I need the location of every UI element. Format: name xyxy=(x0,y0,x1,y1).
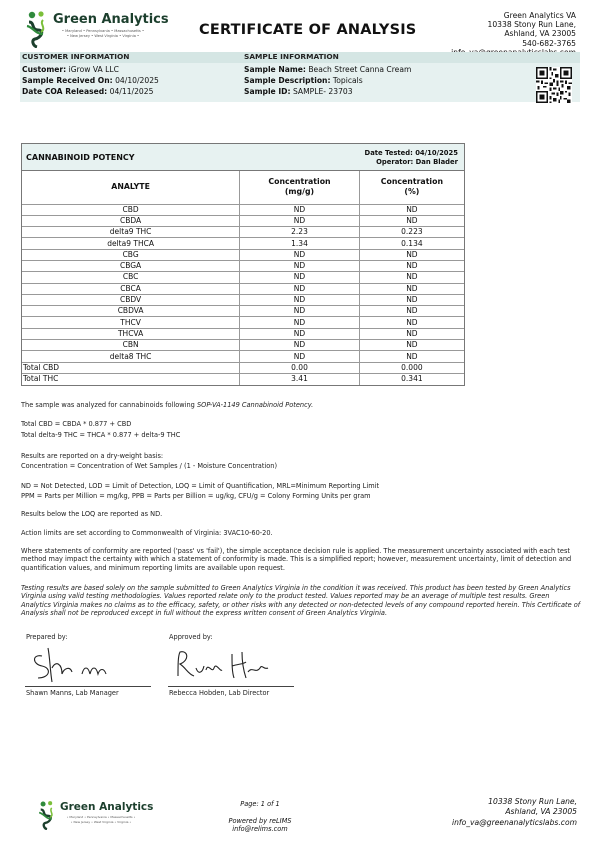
table-row xyxy=(22,306,464,317)
concentration-mg-g-cell: ND xyxy=(240,294,360,305)
powered-by: Powered by reLIMS info@relims.com xyxy=(228,816,292,833)
table-row xyxy=(22,317,464,328)
customer-row xyxy=(22,65,119,74)
table-header-row xyxy=(22,171,464,204)
table-row xyxy=(22,249,464,260)
analyte-cell: CBCA xyxy=(22,283,240,294)
released-label: Date COA Released: xyxy=(22,87,108,96)
footer-address-line: 10338 Stony Run Lane, xyxy=(488,797,577,806)
concentration-formula: Concentration = Concentration of Wet Samples / (1 - Moisture Concentration) xyxy=(21,462,278,470)
concentration-percent-cell: ND xyxy=(359,272,464,283)
potency-grid xyxy=(22,171,464,385)
footer-address xyxy=(452,797,577,828)
concentration-mg-g-cell: 2.23 xyxy=(240,227,360,238)
prepared-by-name: Shawn Manns, Lab Manager xyxy=(26,689,119,697)
potency-title: CANNABINOID POTENCY xyxy=(26,153,135,162)
concentration-percent-cell: ND xyxy=(359,260,464,271)
potency-meta xyxy=(365,149,458,167)
concentration-mg-g-cell: ND xyxy=(240,215,360,226)
sample-info-heading: SAMPLE INFORMATION xyxy=(244,52,339,61)
concentration-mg-g-cell: 0.00 xyxy=(240,362,360,373)
column-header-analyte: ANALYTE xyxy=(22,171,240,204)
footer-logo xyxy=(36,800,154,832)
approved-by-name: Rebecca Hobden, Lab Director xyxy=(169,689,270,697)
concentration-percent-cell: 0.341 xyxy=(359,373,464,384)
concentration-percent-cell: 0.134 xyxy=(359,238,464,249)
sample-id-row xyxy=(244,87,353,96)
approved-signature-line xyxy=(168,686,294,687)
analyte-cell: CBN xyxy=(22,340,240,351)
analyte-cell: THCVA xyxy=(22,328,240,339)
prepared-signature-line xyxy=(25,686,151,687)
conformity-note: Where statements of conformity are reported ('pass' vs 'fail'), the simple acceptance decision rule is applied. The measurement uncertainty associated with each test method may impact the certainty with which a statement of conformity is made. This is a simplified report; however, measurement uncertainty, limit of detection and quantification values, and minimum reporting limits are available upon request. xyxy=(21,547,572,572)
concentration-mg-g-cell: ND xyxy=(240,272,360,283)
potency-body xyxy=(22,204,464,385)
table-row xyxy=(22,272,464,283)
received-row xyxy=(22,76,159,85)
footer-logo-name: Green Analytics xyxy=(60,801,154,813)
sample-id-label: Sample ID: xyxy=(244,87,291,96)
footer-address-line: Ashland, VA 23005 xyxy=(505,807,577,817)
concentration-percent-cell: ND xyxy=(359,306,464,317)
abbreviations-2: PPM = Parts per Million = mg/kg, PPB = Parts per Billion = ug/kg, CFU/g = Colony Forming Units per gram xyxy=(21,492,371,500)
logo-mark-icon xyxy=(36,800,58,830)
qr-code-icon[interactable] xyxy=(536,67,572,103)
concentration-mg-g-cell: 3.41 xyxy=(240,373,360,384)
concentration-percent-cell: ND xyxy=(359,340,464,351)
document-title: CERTIFICATE OF ANALYSIS xyxy=(199,22,417,38)
prepared-by-label: Prepared by: xyxy=(26,633,68,641)
footer-email: info_va@greenanalyticslabs.com xyxy=(452,817,577,827)
concentration-mg-g-cell: ND xyxy=(240,351,360,362)
received-label: Sample Received On: xyxy=(22,76,113,85)
potency-title-row xyxy=(22,144,464,171)
operator: Operator: Dan Blader xyxy=(376,158,458,166)
sample-desc-label: Sample Description: xyxy=(244,76,331,85)
concentration-mg-g-cell: ND xyxy=(240,306,360,317)
concentration-percent-cell: 0.223 xyxy=(359,227,464,238)
concentration-percent-cell: ND xyxy=(359,328,464,339)
table-row xyxy=(22,238,464,249)
concentration-mg-g-cell: ND xyxy=(240,204,360,215)
table-row xyxy=(22,260,464,271)
column-header-percent: Concentration (%) xyxy=(359,171,464,204)
action-limits-note: Action limits are set according to Commonwealth of Virginia: 3VAC10-60-20. xyxy=(21,529,273,537)
disclaimer: Testing results are based solely on the sample submitted to Green Analytics Virginia in the condition it was received. This product has been tested by Green Analytics Virginia using valid testing methodologies. Values reported relate only to the product tested. Values reported may be an average of multiple test results. Green Analytics Virginia makes no claims as to the efficacy, safety, or other risks with any detected or non-detected levels of any compound reported herein. This Certificate of Analysis shall not be reproduced except in full without the express written consent of Green Analytics Virginia. xyxy=(21,584,581,618)
analyte-cell: CBC xyxy=(22,272,240,283)
concentration-percent-cell: 0.000 xyxy=(359,362,464,373)
sample-desc-row xyxy=(244,76,363,85)
dry-weight-note: Results are reported on a dry-weight basis: xyxy=(21,452,164,460)
concentration-mg-g-cell: ND xyxy=(240,340,360,351)
lab-address-line: Ashland, VA 23005 xyxy=(504,29,576,39)
analyte-cell: CBG xyxy=(22,249,240,260)
table-row xyxy=(22,215,464,226)
lab-phone: 540-682-3765 xyxy=(522,38,576,48)
total-row xyxy=(22,362,464,373)
sample-id-value: SAMPLE- 23703 xyxy=(292,87,353,96)
analyte-cell: THCV xyxy=(22,317,240,328)
logo-states: • Maryland • Pennsylvania • Massachusetts • • New Jersey • West Virginia • Virginia • xyxy=(61,29,145,38)
concentration-percent-cell: ND xyxy=(359,204,464,215)
concentration-mg-g-cell: ND xyxy=(240,328,360,339)
concentration-mg-g-cell: ND xyxy=(240,260,360,271)
concentration-percent-cell: ND xyxy=(359,351,464,362)
lab-address xyxy=(451,11,576,57)
sample-name-value: Beach Street Canna Cream xyxy=(308,65,412,74)
analyte-cell: delta8 THC xyxy=(22,351,240,362)
logo-mark-icon xyxy=(23,10,51,48)
total-cbd-formula: Total CBD = CBDA * 0.877 + CBD xyxy=(21,420,132,428)
sample-name-row xyxy=(244,65,411,74)
customer-info-heading: CUSTOMER INFORMATION xyxy=(22,52,130,61)
abbreviations-1: ND = Not Detected, LOD = Limit of Detection, LOQ = Limit of Quantification, MRL=Minimum Reporting Limit xyxy=(21,482,380,490)
footer-logo-states: • Maryland • Pennsylvania • Massachusetts • • New Jersey • West Virginia • Virginia • xyxy=(66,815,136,824)
sample-name-label: Sample Name: xyxy=(244,65,306,74)
table-row xyxy=(22,227,464,238)
date-tested: Date Tested: 04/10/2025 xyxy=(364,149,458,157)
analyte-cell: CBDA xyxy=(22,215,240,226)
concentration-mg-g-cell: 1.34 xyxy=(240,238,360,249)
received-value: 04/10/2025 xyxy=(115,76,159,85)
prepared-signature xyxy=(28,644,128,684)
customer-value: iGrow VA LLC xyxy=(68,65,119,74)
cannabinoid-potency-table xyxy=(21,143,465,386)
concentration-mg-g-cell: ND xyxy=(240,283,360,294)
logo-name: Green Analytics xyxy=(53,12,169,27)
lab-address-line: 10338 Stony Run Lane, xyxy=(487,20,576,30)
analyte-cell: delta9 THCA xyxy=(22,238,240,249)
analyte-cell: CBDVA xyxy=(22,306,240,317)
table-row xyxy=(22,283,464,294)
concentration-percent-cell: ND xyxy=(359,283,464,294)
concentration-mg-g-cell: ND xyxy=(240,249,360,260)
analyte-cell: CBD xyxy=(22,204,240,215)
table-row xyxy=(22,204,464,215)
analyte-cell: CBDV xyxy=(22,294,240,305)
released-value: 04/11/2025 xyxy=(109,87,154,96)
customer-label: Customer: xyxy=(22,65,67,74)
approved-by-label: Approved by: xyxy=(169,633,213,641)
analyte-cell: Total CBD xyxy=(22,362,240,373)
total-thc-formula: Total delta-9 THC = THCA * 0.877 + delta-9 THC xyxy=(21,431,181,439)
released-row xyxy=(22,87,153,96)
table-row xyxy=(22,328,464,339)
table-row xyxy=(22,351,464,362)
loq-note: Results below the LOQ are reported as ND. xyxy=(21,510,163,518)
lab-address-line: Green Analytics VA xyxy=(503,11,576,20)
concentration-percent-cell: ND xyxy=(359,249,464,260)
table-row xyxy=(22,340,464,351)
analyte-cell: CBGA xyxy=(22,260,240,271)
method-note xyxy=(21,401,581,409)
concentration-percent-cell: ND xyxy=(359,317,464,328)
total-row xyxy=(22,373,464,384)
method-name: SOP-VA-1149 Cannabinoid Potency. xyxy=(196,401,314,409)
logo xyxy=(23,10,169,50)
footer-center xyxy=(200,800,320,834)
page-number: Page: 1 of 1 xyxy=(240,800,280,808)
approved-signature xyxy=(172,648,272,682)
concentration-percent-cell: ND xyxy=(359,215,464,226)
column-header-mg-g: Concentration (mg/g) xyxy=(240,171,360,204)
concentration-mg-g-cell: ND xyxy=(240,317,360,328)
concentration-percent-cell: ND xyxy=(359,294,464,305)
sample-desc-value: Topicals xyxy=(332,76,363,85)
method-prefix: The sample was analyzed for cannabinoids following xyxy=(21,401,197,409)
analyte-cell: Total THC xyxy=(22,373,240,384)
analyte-cell: delta9 THC xyxy=(22,227,240,238)
table-row xyxy=(22,294,464,305)
